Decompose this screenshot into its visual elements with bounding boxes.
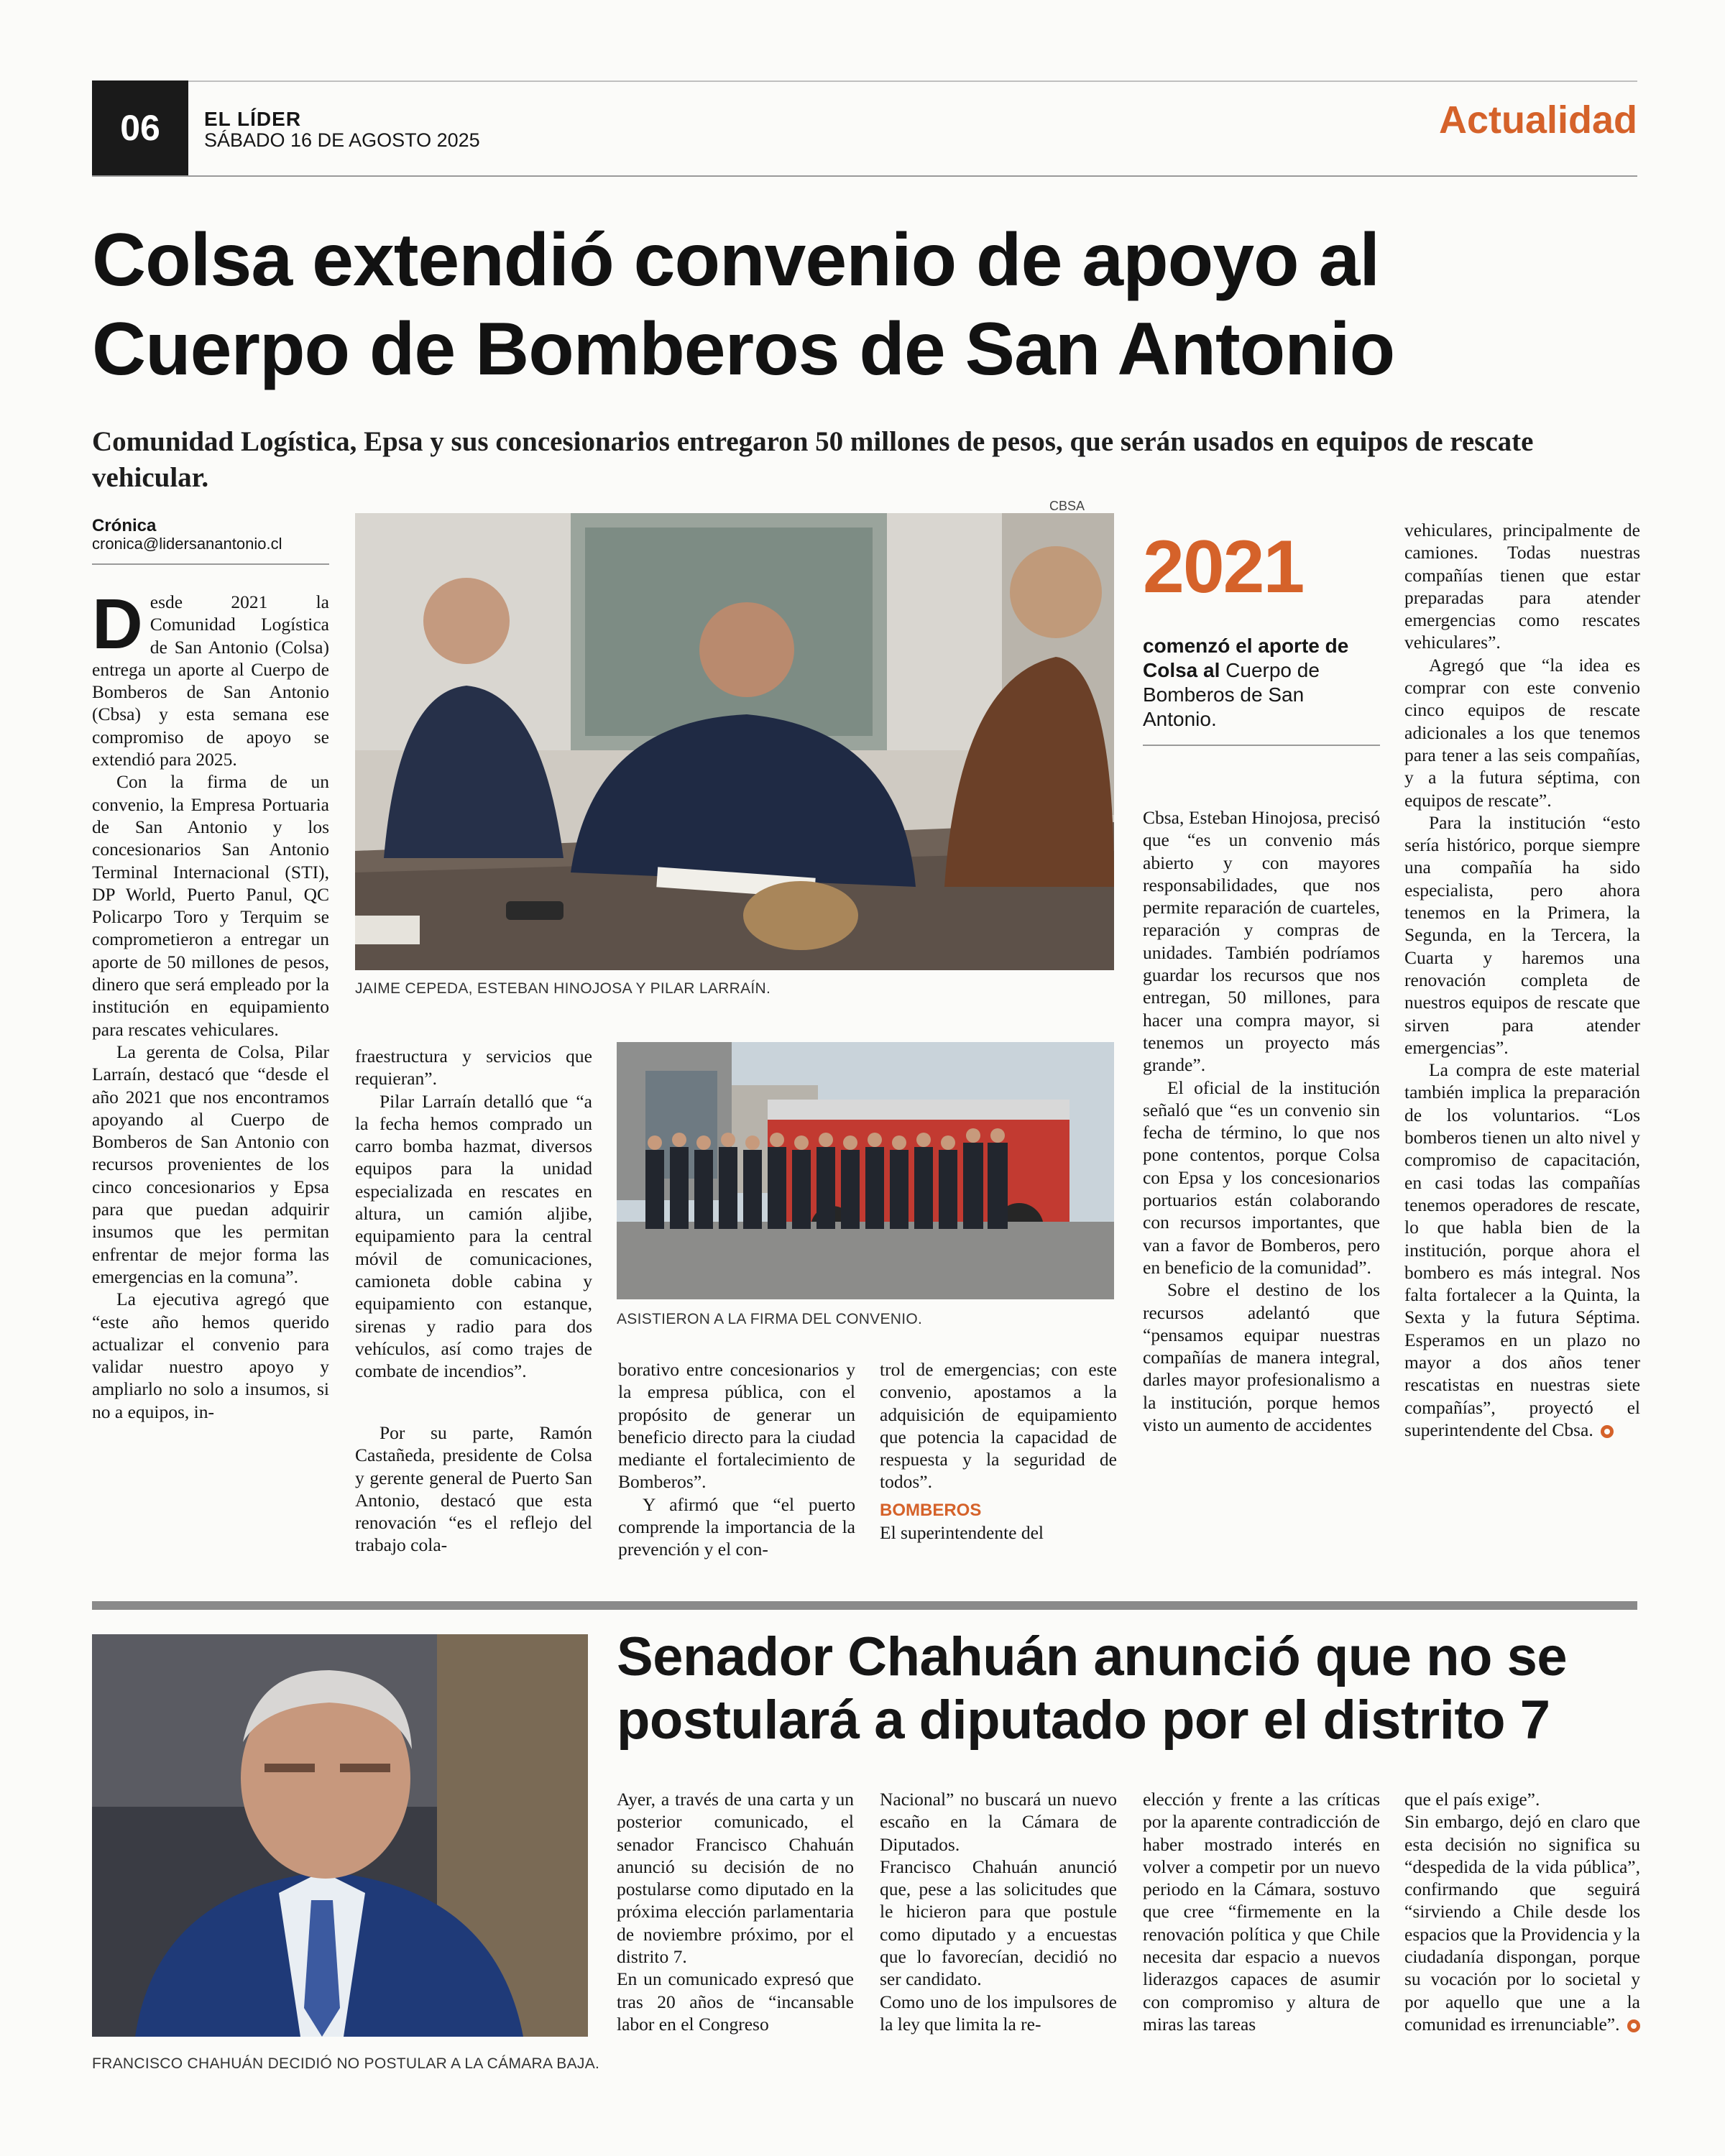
factoid-rest: Cuerpo de Bomberos de San Antonio. bbox=[1143, 659, 1320, 730]
paragraph: La ejecutiva agregó que “este año hemos querido actualizar el convenio para validar nuestro apoyo y ampliarlo no solo a insumos, si no a equipos, in- bbox=[92, 1289, 329, 1422]
paragraph: Y afirmó que “el puerto comprende la importancia de la prevención y el con- bbox=[618, 1493, 855, 1560]
section-label: Actualidad bbox=[1438, 98, 1637, 142]
paragraph-text: esde 2021 la Comunidad Logística de San Antonio (Colsa) entrega un aporte al Cuerpo de Bomberos de San Antonio (Cbsa) y esta semana ese compromiso de apoyo se extendió para 2025. bbox=[92, 591, 329, 770]
paragraph: El superintendente del bbox=[880, 1521, 1044, 1543]
factoid-bold: comenzó el aporte de Colsa al bbox=[1143, 635, 1349, 681]
header-rule bbox=[92, 175, 1637, 177]
paper-name: EL LÍDER bbox=[204, 108, 302, 130]
photo-caption: ASISTIERON A LA FIRMA DEL CONVENIO. bbox=[617, 1311, 923, 1327]
photo-senator-portrait bbox=[92, 1634, 588, 2037]
story2-column-1 bbox=[617, 1788, 854, 2035]
byline-rule bbox=[92, 563, 329, 565]
paragraph: Agregó que “la idea es comprar con este convenio cinco equipos de rescate adicionales a los que tenemos para tener a las seis compañías, y a la futura séptima, con equipos de rescate”. bbox=[1404, 654, 1640, 811]
story2-column-4 bbox=[1404, 1788, 1640, 2035]
story1-column-6 bbox=[1404, 519, 1640, 1441]
story-divider bbox=[92, 1601, 1637, 1610]
photo-caption: JAIME CEPEDA, ESTEBAN HINOJOSA Y PILAR LARRAÍN. bbox=[355, 980, 771, 997]
story1-column-5 bbox=[1143, 806, 1380, 1436]
paragraph: Nacional” no buscará un nuevo escaño en la Cámara de Diputados. bbox=[880, 1789, 1117, 1855]
paragraph: La gerenta de Colsa, Pilar Larraín, destacó que “desde el año 2021 que nos encontramos apoyando al Cuerpo de Bomberos de San Antonio con recursos provenientes de los cinco concesionarios y Epsa para que puedan adquirir insumos que les permitan enfrentar de mejor forma las emergencias en la comuna”. bbox=[92, 1041, 329, 1287]
paragraph: Francisco Chahuán anunció que, pese a las solicitudes que le hicieron para que postule como diputado y a encuestas que lo favorecían, decidió no ser candidato. bbox=[880, 1856, 1117, 1990]
page-number: 06 bbox=[92, 80, 188, 175]
byline-email: cronica@lidersanantonio.cl bbox=[92, 535, 282, 553]
paragraph-text: La compra de este material también implica la preparación de los voluntarios. “Los bomberos tienen un alto nivel y compromiso de capacitación, en casi todas las compañías tenemos operadores de rescate, lo que habla bien de la institución, porque ahora el bombero es más integral. Nos falta fortalecer a la Quinta, la Sexta y la futura Séptima. Esperamos en un plazo no mayor a dos años tener rescatistas en nuestras siete compañías”, proyectó el superintendente del Cbsa. bbox=[1404, 1059, 1640, 1440]
paragraph: Ayer, a través de una carta y un posterior comunicado, el senador Francisco Chahuán anunció su decisión de no postularse como diputado en la próxima elección parlamentaria de noviembre próximo, por el distrito 7. bbox=[617, 1789, 854, 1968]
end-of-story-icon bbox=[1627, 2019, 1640, 2032]
factoid-number: 2021 bbox=[1143, 525, 1304, 609]
paragraph: fraestructura y servicios que requieran”. bbox=[355, 1046, 592, 1089]
main-subhead: Comunidad Logística, Epsa y sus concesionarios entregaron 50 millones de pesos, que serán usados en equipos de rescate vehicular. bbox=[92, 426, 1534, 493]
second-headline: Senador Chahuán anunció que no se postulará a diputado por el distrito 7 bbox=[617, 1626, 1568, 1751]
byline-author: Crónica bbox=[92, 516, 157, 535]
paragraph-text: Sin embargo, dejó en claro que esta decisión no significa su “despedida de la vida pública”, confirmando que seguirá “sirviendo a Chile desde los espacios que la Providencia y la ciudadanía dispongan, porque su vocación por lo societal y por aquello que une a la comunidad es irrenunciable”. bbox=[1404, 1811, 1640, 2035]
paragraph: Por su parte, Ramón Castañeda, presidente de Colsa y gerente general de Puerto San Antonio, destacó que esta renovación “es el reflejo del trabajo cola- bbox=[355, 1422, 592, 1556]
photo-caption: FRANCISCO CHAHUÁN DECIDIÓ NO POSTULAR A LA CÁMARA BAJA. bbox=[92, 2055, 600, 2072]
paragraph: Sobre el destino de los recursos adelantó que “pensamos equipar nuestras compañías de manera integral, darles mayor profesionalismo a la institución, porque hemos visto un aumento de accidentes bbox=[1143, 1279, 1380, 1436]
paragraph: vehiculares, principalmente de camiones. Todas nuestras compañías tienen que estar preparadas para atender emergencias como rescates vehiculares”. bbox=[1404, 520, 1640, 653]
paragraph: borativo entre concesionarios y la empresa pública, con el propósito de generar un beneficio directo para la ciudad mediante el fortalecimiento de Bomberos”. bbox=[618, 1359, 855, 1493]
paragraph: En un comunicado expresó que tras 20 años de “incansable labor en el Congreso bbox=[617, 1968, 854, 2035]
paragraph bbox=[1404, 1059, 1640, 1441]
factoid-rule bbox=[1143, 745, 1380, 746]
story1-column-4 bbox=[880, 1358, 1117, 1544]
story1-column-2-bottom bbox=[355, 1422, 592, 1557]
story2-column-3 bbox=[1143, 1788, 1380, 2035]
drop-cap: D bbox=[92, 584, 143, 663]
paragraph bbox=[1404, 1810, 1640, 2035]
story2-column-2 bbox=[880, 1788, 1117, 2035]
paragraph bbox=[92, 584, 329, 770]
paragraph: El oficial de la institución señaló que “es un convenio sin fecha de término, lo que nos pone contentos, porque Colsa con Epsa y los concesionarios portuarios están colaborando con recursos importantes, que van a favor de Bomberos, pero en beneficio de la comunidad”. bbox=[1143, 1077, 1380, 1278]
main-headline: Colsa extendió convenio de apoyo al Cuerpo de Bomberos de San Antonio bbox=[92, 218, 1395, 391]
story1-column-1 bbox=[92, 584, 329, 1423]
photo-group-firefighters bbox=[617, 1042, 1114, 1299]
photo-credit: CBSA bbox=[1049, 499, 1085, 513]
end-of-story-icon bbox=[1601, 1425, 1614, 1438]
section-kicker: BOMBEROS bbox=[880, 1500, 982, 1520]
story1-column-3 bbox=[618, 1358, 855, 1561]
paragraph: Para la institución “esto sería histórico, porque siempre una compañía ha sido especialista, pero ahora tenemos en la Primera, la Segunda, en la Tercera, la Cuarta y haremos una renovación completa de nuestros equipos de rescate que sirven para atender emergencias”. bbox=[1404, 811, 1640, 1058]
paragraph: Con la firma de un convenio, la Empresa Portuaria de San Antonio y los concesionarios San Antonio Terminal Internacional (STI), DP World, Puerto Panul, QC Policarpo Toro y Terquim se comprometieron a entregar un aporte de 50 millones de pesos, dinero que será empleado por la institución en equipamiento para rescates vehiculares. bbox=[92, 771, 329, 1040]
paragraph: trol de emergencias; con este convenio, apostamos a la adquisición de equipamiento que potencia la capacidad de respuesta y la seguridad de todos”. bbox=[880, 1359, 1117, 1493]
photo-signing-ceremony bbox=[355, 513, 1114, 970]
story1-column-2-top bbox=[355, 1045, 592, 1382]
paragraph: Pilar Larraín detalló que “a la fecha hemos comprado un carro bomba hazmat, diversos equipos para la unidad especializada en rescates en altura, un camión aljibe, equipamiento para la central móvil de comunicaciones, camioneta doble cabina y equipamiento con estanque, sirenas y radio para dos vehículos, así como trajes de combate de incendios”. bbox=[355, 1090, 592, 1382]
paragraph: Cbsa, Esteban Hinojosa, precisó que “es un convenio más abierto y con mayores responsabilidades, que nos permite reparación de cuarteles, reparación y compras de unidades. También podríamos guardar los recursos que nos entregan, 50 millones, para hacer una compra mayor, si tenemos un proyecto más grande”. bbox=[1143, 807, 1380, 1076]
issue-date: SÁBADO 16 DE AGOSTO 2025 bbox=[204, 129, 480, 151]
paragraph: Como uno de los impulsores de la ley que limita la re- bbox=[880, 1991, 1117, 2035]
paragraph: elección y frente a las críticas por la aparente contradicción de haber mostrado interés en volver a competir por un nuevo periodo en la Cámara, sostuvo que cree “firmemente en la renovación política y que Chile necesita dar espacio a nuevos liderazgos capaces de asumir con compromiso y altura de miras las tareas bbox=[1143, 1789, 1380, 2035]
paragraph: que el país exige”. bbox=[1404, 1789, 1540, 1810]
top-rule bbox=[92, 80, 1637, 82]
factoid-text bbox=[1143, 634, 1380, 732]
